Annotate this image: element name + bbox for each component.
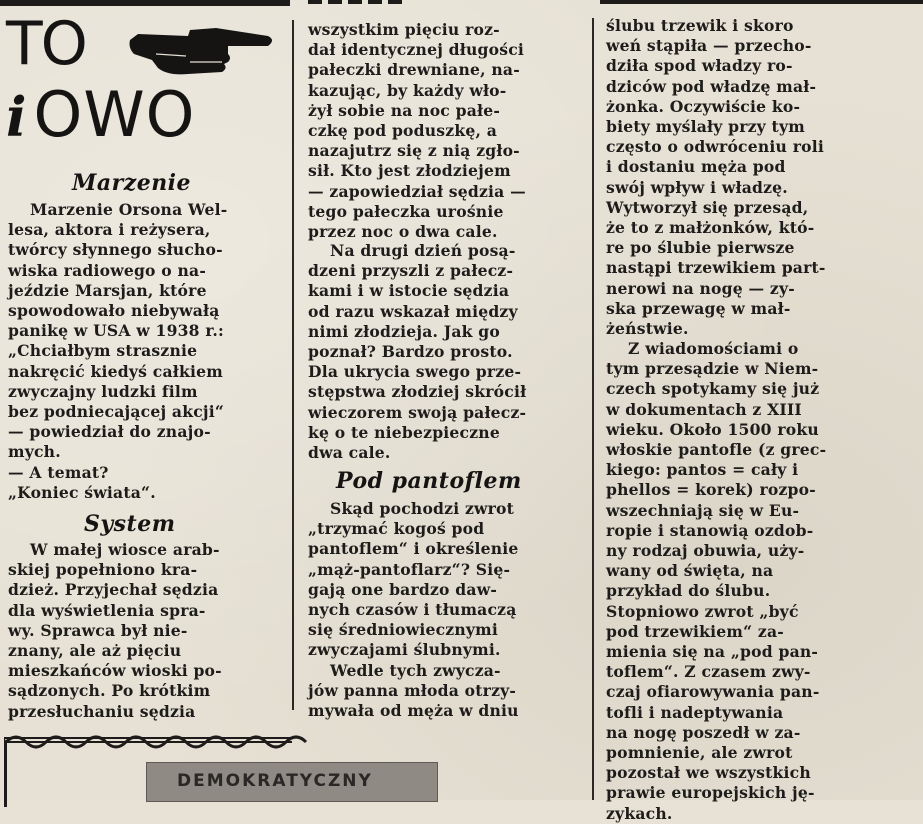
column-rule-2 [592,18,594,800]
bottom-banner [146,762,438,802]
article-system-continued-2: Na drugi dzień posą- dzeni przyszli z pałecz- kami i w istocie sędzia od razu wskazał między nimi złodzieja. Jak go poznał? Bardzo prosto. Dla ukrycia swego prze- stępstwa złodziej skrócił wieczorem swoją pałecz- kę o te niebezpieczne dwa cale. [308,241,527,463]
masthead-owo: OWO [33,78,196,151]
heading-marzenie: Marzenie [72,170,192,196]
article-pantofel-text-2: Wedle tych zwycza- jów panna młoda otrzy- mywała od męża w dniu [308,661,519,721]
article-marzenie-text: Marzenie Orsona Wel- lesa, aktora i reżysera, twórcy słynnego słucho- wiska radiowego o na- jeździe Marsjan, które spowodowało niebywałą panikę w USA w 1938 r.: „Chciałbym strasznie nakręcić kiedyś całkiem zwyczajny ludzki film bez podniecającej akcji“ — powiedział do znajo- mych. — A temat? „Koniec świata“. [8,200,228,502]
pointing-hand-icon [128,24,276,76]
article-system-text: W małej wiosce arab- skiej popełniono kra- dzież. Przyjechał sędzia dla wyświetlenia spra- wy. Sprawca był nie- znany, ale aż pięciu mieszkańców wioski po- sądzonych. Po krótkim przesłuchaniu sędzia [8,540,222,721]
bottom-banner-text: DEMOKRATYCZNY [177,771,373,791]
article-pantofel-continued-1: ślubu trzewik i skoro weń stąpiła — przecho- dziła spod władzy ro- dziców pod władzę mał- żonka. Oczywiście ko- biety myślały przy tym często o odwróceniu roli i dostaniu męża pod swój wpływ i władzę. Wytworzył się przesąd, że to z małżonków, któ- re po ślubie pierwsze nastąpi trzewikiem part- nerowi na nogę — zy- ska przewagę w mał- żeństwie. [606,16,826,339]
masthead-title-line2 [6,78,196,151]
article-pantofel-text-1: Skąd pochodzi zwrot „trzymać kogoś pod pantoflem“ i określenie „mąż-pantoflarz“? Się- gają one bardzo daw- nych czasów i tłumaczą się średniowiecznymi zwyczajami ślubnymi. [308,499,519,660]
top-rule-right [600,0,923,4]
heading-system: System [84,511,176,537]
masthead-i: i [6,85,28,149]
top-rule-left [0,0,290,6]
heading-pod-pantoflem: Pod pantoflem [336,468,522,494]
masthead-title-line1: TO [6,9,86,79]
article-system-continued-1: wszystkim pięciu roz- dał identycznej długości pałeczki drewniane, na- kazując, by każdy wło- żył sobie na noc pałe- czkę pod poduszkę, a nazajutrz się z nią zgło- sił. Kto jest złodziejem — zapowiedział sędzia — tego pałeczka urośnie przez noc o dwa cale. [308,20,526,242]
article-pantofel-continued-2: Z wiadomościami o tym przesądzie w Niem- czech spotykamy się już w dokumentach z XIII wieku. Około 1500 roku włoskie pantofle (z grec- kiego: pantos = cały i phellos = korek) rozpo- wszechniają się w Eu- ropie i stanowią ozdob- ny rodzaj obuwia, uży- wany od święta, na przykład do ślubu. Stopniowo zwrot „być pod trzewikiem“ za- mienia się na „pod pan- toflem“. Z czasem zwy- czaj ofiarowywania pan- tofli i nadeptywania na nogę poszedł w za- pomnienie, ale zwrot pozostał we wszystkich prawie europejskich ję- zykach. [606,339,827,823]
column-rule-1 [292,20,294,710]
top-rule-middle [308,0,408,4]
